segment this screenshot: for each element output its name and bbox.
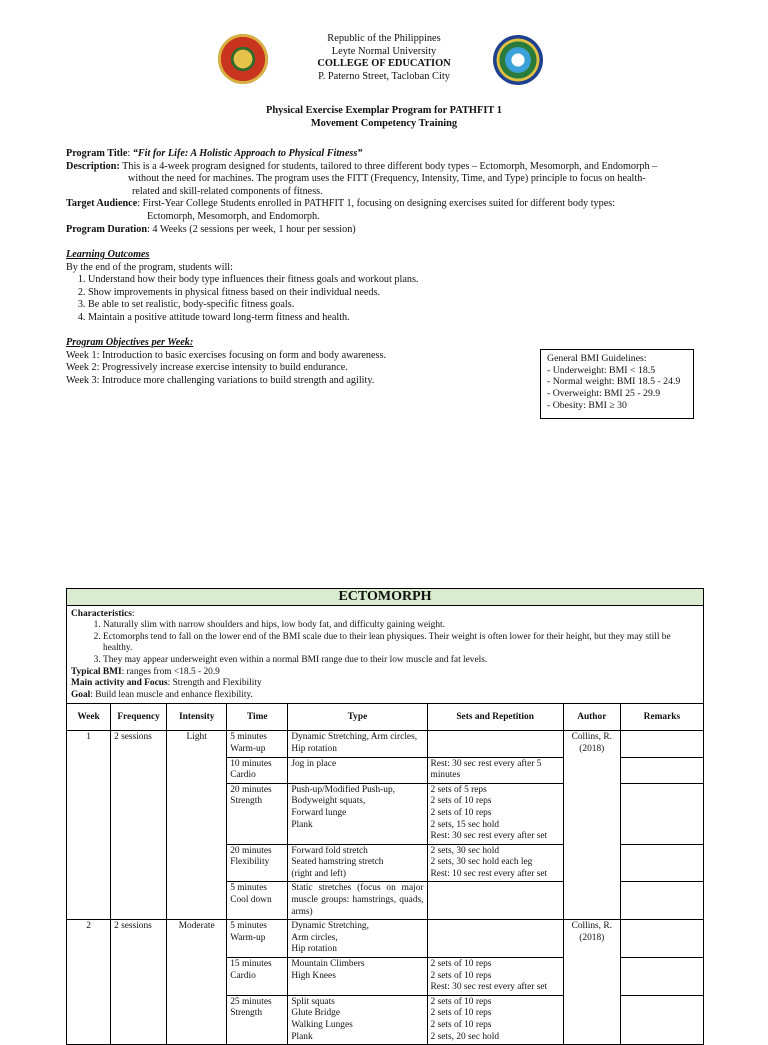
- text: : Build lean muscle and enhance flexibility.: [90, 689, 253, 700]
- list-item: 3. Be able to set realistic, body-specific fitness goals.: [88, 299, 706, 312]
- audience-row: [66, 198, 706, 211]
- remarks-cell: [620, 731, 703, 757]
- weekly-objectives: [66, 337, 536, 387]
- list-item: - Obesity: BMI ≥ 30: [547, 399, 627, 411]
- type-cell: Push-up/Modified Push-up, Bodyweight squats, Forward lunge Plank: [288, 783, 427, 844]
- sets-cell: [427, 920, 563, 958]
- remarks-cell: [620, 882, 703, 920]
- remarks-cell: [620, 958, 703, 996]
- program-title-row: Program Title: “Fit for Life: A Holistic Approach to Physical Fitness”: [66, 148, 363, 159]
- week-cell: 2: [67, 920, 111, 1045]
- type-cell: Dynamic Stretching, Arm circles, Hip rotation: [288, 920, 427, 958]
- document-title: [0, 105, 768, 130]
- bmi-guidelines-box: [540, 349, 694, 419]
- type-cell: Split squats Glute Bridge Walking Lunges Plank: [288, 995, 427, 1044]
- table-header-row: [67, 704, 704, 731]
- type-cell: Jog in place: [288, 757, 427, 783]
- program-info: [66, 148, 706, 236]
- letterhead-line: Republic of the Philippines: [327, 33, 441, 44]
- text: without the need for machines. The program uses the FITT (Frequency, Intensity, Time, and Type) principle to focus on health-: [128, 173, 646, 185]
- list-item: 1. Understand how their body type influences their fitness goals and workout plans.: [88, 274, 706, 287]
- column-header: Intensity: [167, 704, 227, 731]
- sets-cell: [427, 882, 563, 920]
- remarks-cell: [620, 920, 703, 958]
- time-cell: 10 minutes Cardio: [227, 757, 288, 783]
- list-item: 2. Show improvements in physical fitness based on their individual needs.: [88, 287, 706, 300]
- remarks-cell: [620, 844, 703, 882]
- type-cell: Forward fold stretch Seated hamstring stretch (right and left): [288, 844, 427, 882]
- section-heading: Program Objectives per Week:: [66, 337, 194, 348]
- list-item: Week 3: Introduce more challenging variations to build strength and agility.: [66, 374, 375, 386]
- week-cell: 1: [67, 731, 111, 920]
- intensity-cell: Moderate: [167, 920, 227, 1045]
- frequency-cell: 2 sessions: [111, 731, 167, 920]
- letterhead: [0, 33, 768, 83]
- text: : 4 Weeks (2 sessions per week, 1 hour per session): [147, 223, 356, 235]
- letterhead-college: COLLEGE OF EDUCATION: [317, 58, 451, 70]
- sets-cell: 2 sets of 10 reps 2 sets of 10 reps 2 sets of 10 reps 2 sets, 20 sec hold: [427, 995, 563, 1044]
- text: Ectomorph, Mesomorph, and Endomorph.: [147, 210, 320, 222]
- table-body: [67, 731, 704, 1045]
- text: : ranges from <18.5 - 20.9: [121, 666, 220, 677]
- time-cell: 5 minutes Warm-up: [227, 920, 288, 958]
- time-cell: 5 minutes Warm-up: [227, 731, 288, 757]
- sets-cell: 2 sets, 30 sec hold 2 sets, 30 sec hold each leg Rest: 10 sec rest every after set: [427, 844, 563, 882]
- sets-cell: 2 sets of 10 reps 2 sets of 10 reps Rest: 30 sec rest every after set: [427, 958, 563, 996]
- label: Description:: [66, 160, 120, 172]
- list-item: - Underweight: BMI < 18.5: [547, 364, 656, 376]
- text: related and skill-related components of fitness.: [132, 185, 323, 197]
- section-heading: Learning Outcomes: [66, 249, 150, 260]
- column-header: Week: [67, 704, 111, 731]
- column-header: Remarks: [620, 704, 703, 731]
- sets-cell: 2 sets of 5 reps 2 sets of 10 reps 2 sets of 10 reps 2 sets, 15 sec hold Rest: 30 sec rest every after set: [427, 783, 563, 844]
- column-header: Frequency: [111, 704, 167, 731]
- duration-row: [66, 224, 706, 237]
- label: Typical BMI: [71, 666, 122, 677]
- title-line: Physical Exercise Exemplar Program for PATHFIT 1: [266, 105, 502, 116]
- list-item: 3. They may appear underweight even within a normal BMI range due to their low muscle and fat levels.: [103, 655, 699, 667]
- frequency-cell: 2 sessions: [111, 920, 167, 1045]
- characteristics-cell: Characteristics: 1. Naturally slim with narrow shoulders and hips, low body fat, and difficulty gaining weight. 2. Ectomorphs tend to fall on the lower end of the BMI scale due to their lean physiques. Their weight is often lower for their height, but they may still be healthy. 3. They may appear underweight even within a normal BMI range due to their low muscle and fat levels. Typical BMI: ranges from <18.5 - 20.9 Main activity and Focus: Strength and Flexibility Goal: Build lean muscle and enhance flexibility.: [67, 605, 704, 704]
- type-cell: Mountain Climbers High Knees: [288, 958, 427, 996]
- time-cell: 20 minutes Strength: [227, 783, 288, 844]
- author-cell: Collins, R. (2018): [563, 920, 620, 1045]
- column-header: Sets and Repetition: [427, 704, 563, 731]
- list-item: - Overweight: BMI 25 - 29.9: [547, 388, 661, 400]
- text: : Strength and Flexibility: [167, 678, 262, 689]
- remarks-cell: [620, 995, 703, 1044]
- label: Program Duration: [66, 223, 148, 235]
- column-header: Time: [227, 704, 288, 731]
- text: This is a 4-week program designed for students, tailored to three different body types – Ectomorph, Mesomorph, and Endomorph –: [122, 160, 658, 172]
- remarks-cell: [620, 783, 703, 844]
- outcomes-list: [66, 274, 706, 324]
- program-title-value: “Fit for Life: A Holistic Approach to Physical Fitness”: [132, 148, 363, 159]
- list-item: Week 2: Progressively increase exercise intensity to build endurance.: [66, 362, 348, 374]
- list-item: Week 1: Introduction to basic exercises focusing on form and body awareness.: [66, 349, 386, 361]
- time-cell: 5 minutes Cool down: [227, 882, 288, 920]
- table-row: [67, 920, 704, 958]
- intensity-cell: Light: [167, 731, 227, 920]
- sets-cell: [427, 731, 563, 757]
- section-band: ECTOMORPH: [67, 589, 704, 606]
- list-item: 4. Maintain a positive attitude toward long-term fitness and health.: [88, 312, 706, 325]
- label: Program Title: [66, 148, 128, 159]
- time-cell: 20 minutes Flexibility: [227, 844, 288, 882]
- ectomorph-table: [66, 588, 704, 1045]
- type-cell: Dynamic Stretching, Arm circles, Hip rotation: [288, 731, 427, 757]
- table-row: [67, 731, 704, 757]
- learning-outcomes: [66, 249, 706, 325]
- remarks-cell: [620, 757, 703, 783]
- time-cell: 25 minutes Strength: [227, 995, 288, 1044]
- list-item: - Normal weight: BMI 18.5 - 24.9: [547, 376, 681, 388]
- column-header: Type: [288, 704, 427, 731]
- label: Main activity and Focus: [71, 678, 168, 689]
- letterhead-line: Leyte Normal University: [331, 45, 437, 57]
- list-item: 1. Naturally slim with narrow shoulders and hips, low body fat, and difficulty gaining weight.: [103, 620, 699, 632]
- column-header: Author: [563, 704, 620, 731]
- subtitle-line: Movement Competency Training: [310, 117, 458, 129]
- description-row: [66, 161, 706, 174]
- label: Target Audience: [66, 198, 138, 210]
- text: : First-Year College Students enrolled in PATHFIT 1, focusing on designing exercises suited for different body types:: [137, 198, 616, 210]
- list-item: 2. Ectomorphs tend to fall on the lower end of the BMI scale due to their lean physiques. Their weight is often lower for their height, but they may still be healthy.: [103, 632, 699, 655]
- text: By the end of the program, students will:: [66, 261, 233, 273]
- characteristics-list: [71, 620, 699, 666]
- sets-cell: Rest: 30 sec rest every after 5 minutes: [427, 757, 563, 783]
- author-cell: Collins, R. (2018): [563, 731, 620, 920]
- box-heading: General BMI Guidelines:: [547, 353, 647, 364]
- label: Characteristics: [71, 608, 132, 619]
- letterhead-address: P. Paterno Street, Tacloban City: [318, 70, 450, 82]
- time-cell: 15 minutes Cardio: [227, 958, 288, 996]
- label: Goal: [71, 689, 91, 700]
- type-cell: Static stretches (focus on major muscle groups: hamstrings, quads, arms): [288, 882, 427, 920]
